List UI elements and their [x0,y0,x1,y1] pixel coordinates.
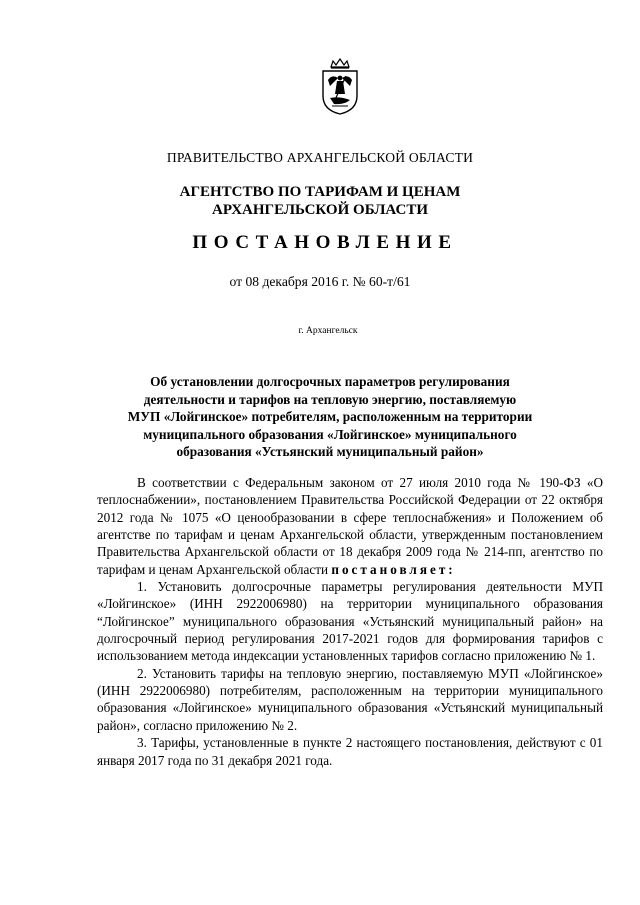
date-and-number: от 08 декабря 2016 г. № 60-т/61 [229,274,411,289]
subject-line-3: МУП «Лойгинское» потребителям, расположенным на территории [127,409,533,424]
agency-name-line-2: АРХАНГЕЛЬСКОЙ ОБЛАСТИ [212,202,428,218]
agency-name-line-1: АГЕНТСТВО ПО ТАРИФАМ И ЦЕНАМ [179,184,461,200]
subject-line-1: Об установлении долгосрочных параметров регулирования [150,374,510,389]
item-2-paragraph: 2. Установить тарифы на тепловую энергию, поставляемую МУП «Лойгинское» (ИНН 2922006980) потребителям, расположенным на территории муниципального образования «Лойгинское» муниципального образования «Устьянский муниципальный район», согласно приложению № 2. [97,665,603,733]
subject-line-5: образования «Устьянский муниципальный район» [176,444,484,459]
agency-name [0,183,640,219]
resolves-word: постановляет: [331,561,456,577]
item-1-paragraph: 1. Установить долгосрочные параметры регулирования деятельности МУП «Лойгинское» (ИНН 2922006980) на территории муниципального образования “Лойгинское” муниципального образования «Устьянский муниципальный район» на долгосрочный период регулирования 2017-2021 годов для формирования тарифов с использованием метода индексации установленных тарифов согласно приложению № 1. [97,579,603,664]
preamble-text: В соответствии с Федеральным законом от 27 июля 2010 года № 190-ФЗ «О теплоснабжении», постановлением Правительства Российской Федерации от 22 октября 2012 года № 1075 «О ценообразовании в сфере теплоснабжения» и Положением об агентстве по тарифам и ценам Архангельской области, утвержденным постановлением Правительства Архангельской области от 18 декабря 2009 года № 214-пп, агентство по тарифам и ценам Архангельской области [97,475,603,577]
subject-line-2: деятельности и тарифов на тепловую энергию, поставляемую [143,391,517,407]
coat-of-arms-icon [318,58,362,116]
preamble-paragraph [97,474,603,578]
document-type: ПОСТАНОВЛЕНИЕ [192,232,458,253]
document-subject [95,373,565,461]
city-name: г. Архангельск [298,326,358,336]
item-3-paragraph: 3. Тарифы, установленные в пункте 2 настоящего постановления, действуют с 01 января 2017 года по 31 декабря 2021 года. [97,735,603,768]
government-name: ПРАВИТЕЛЬСТВО АРХАНГЕЛЬСКОЙ ОБЛАСТИ [166,150,474,165]
subject-line-4: муниципального образования «Лойгинское» муниципального [143,426,517,442]
document-body [97,474,603,769]
